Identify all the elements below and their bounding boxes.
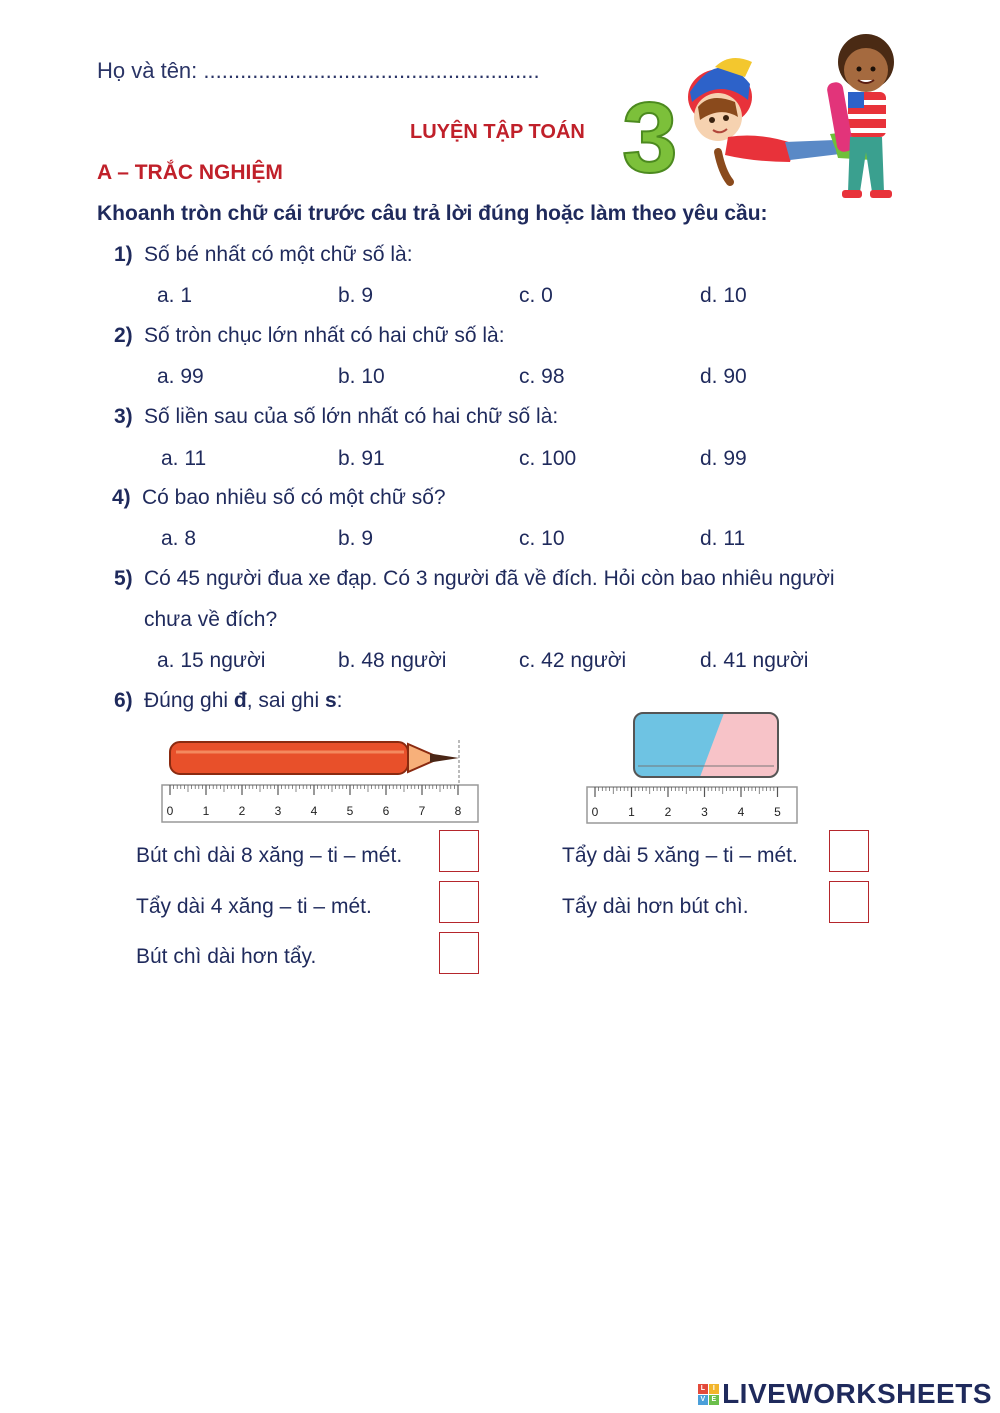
q5-option-c[interactable]: c. 42 người [519, 649, 627, 672]
pencil-ruler-figure [160, 735, 485, 827]
eraser [634, 713, 778, 777]
question-number: 3) [114, 405, 133, 428]
logo-letter-l: L [698, 1384, 708, 1394]
ruler-label: 1 [202, 804, 210, 818]
pencil [170, 742, 459, 774]
ruler-label: 7 [418, 804, 426, 818]
statement-eraser-5cm: Tẩy dài 5 xăng – ti – mét. [562, 844, 798, 867]
question-number: 5) [114, 567, 133, 590]
section-title: A – TRẮC NGHIỆM [97, 161, 283, 184]
q5-option-d[interactable]: d. 41 người [700, 649, 809, 672]
ruler-label: 5 [346, 804, 354, 818]
answer-box-eraser-4cm[interactable] [439, 881, 479, 923]
q1-option-c[interactable]: c. 0 [519, 284, 553, 307]
brand-text: LIVEWORKSHEETS [722, 1378, 992, 1409]
ruler-label: 3 [274, 804, 282, 818]
section-instruction: Khoanh tròn chữ cái trước câu trả lời đúng hoặc làm theo yêu cầu: [97, 202, 768, 225]
ruler-label: 4 [310, 804, 318, 818]
question-5 [114, 567, 835, 591]
q3-option-b[interactable]: b. 91 [338, 447, 385, 470]
question-text: Số liền sau của số lớn nhất có hai chữ số là: [144, 405, 559, 428]
ruler-label: 1 [628, 805, 635, 819]
q1-option-d[interactable]: d. 10 [700, 284, 747, 307]
q3-option-d[interactable]: d. 99 [700, 447, 747, 470]
kids-illustration [620, 22, 920, 212]
true-mark: đ [233, 689, 247, 712]
q2-option-c[interactable]: c. 98 [519, 365, 565, 388]
name-field-label: Họ và tên: ....................................................... [97, 58, 540, 83]
statement-pencil-longer: Bút chì dài hơn tẩy. [136, 945, 317, 968]
statement-pencil-8cm: Bút chì dài 8 xăng – ti – mét. [136, 844, 403, 867]
ruler-label: 0 [591, 805, 599, 819]
question-text-b: , sai ghi [246, 689, 325, 712]
statement-eraser-longer: Tẩy dài hơn bút chì. [562, 895, 749, 918]
false-mark: s [324, 689, 337, 712]
q1-option-a[interactable]: a. 1 [157, 284, 193, 307]
q2-option-b[interactable]: b. 10 [338, 365, 385, 388]
question-text: Có 45 người đua xe đạp. Có 3 người đã về đích. Hỏi còn bao nhiêu người [144, 567, 835, 590]
ruler-label: 5 [774, 805, 781, 819]
ruler-label: 0 [166, 804, 174, 818]
q3-option-a[interactable]: a. 11 [161, 447, 207, 470]
q4-option-d[interactable]: d. 11 [700, 527, 746, 550]
liveworksheets-logo-icon [698, 1384, 719, 1405]
eraser-ruler [587, 787, 797, 823]
statement-eraser-4cm: Tẩy dài 4 xăng – ti – mét. [136, 895, 372, 918]
question-text-a: Đúng ghi [144, 689, 234, 712]
q4-option-b[interactable]: b. 9 [338, 527, 374, 550]
question-2 [114, 324, 505, 348]
q2-option-a[interactable]: a. 99 [157, 365, 204, 388]
pencil-ruler [162, 785, 478, 822]
question-number: 2) [114, 324, 133, 347]
answer-box-pencil-longer[interactable] [439, 932, 479, 974]
q1-option-b[interactable]: b. 9 [338, 284, 374, 307]
ruler-label: 8 [454, 804, 462, 818]
question-4 [112, 486, 446, 510]
ruler-label: 6 [382, 804, 390, 818]
liveworksheets-brand [698, 1378, 992, 1410]
logo-letter-v: V [698, 1395, 708, 1405]
answer-box-eraser-longer[interactable] [829, 881, 869, 923]
question-text: Số bé nhất có một chữ số là: [144, 243, 413, 266]
svg-text:3: 3 [622, 82, 678, 194]
question-text-c: : [336, 689, 343, 712]
question-5-continued: chưa về đích? [144, 608, 278, 631]
ruler-label: 2 [664, 805, 672, 819]
logo-letter-e: E [709, 1395, 719, 1405]
answer-box-pencil-8cm[interactable] [439, 830, 479, 872]
q3-option-c[interactable]: c. 100 [519, 447, 577, 470]
logo-letter-i: I [709, 1384, 719, 1394]
question-number: 6) [114, 689, 133, 712]
q5-option-b[interactable]: b. 48 người [338, 649, 447, 672]
question-number: 1) [114, 243, 133, 266]
question-6 [114, 689, 342, 713]
eraser-ruler-figure [584, 708, 802, 828]
question-number: 4) [112, 486, 131, 509]
answer-box-eraser-5cm[interactable] [829, 830, 869, 872]
q4-option-c[interactable]: c. 10 [519, 527, 565, 550]
worksheet-title: LUYỆN TẬP TOÁN [410, 121, 585, 143]
ruler-label: 3 [701, 805, 708, 819]
question-text: Số tròn chục lớn nhất có hai chữ số là: [144, 324, 505, 347]
q4-option-a[interactable]: a. 8 [161, 527, 197, 550]
ruler-label: 4 [737, 805, 745, 819]
question-text: Có bao nhiêu số có một chữ số? [142, 486, 446, 509]
q2-option-d[interactable]: d. 90 [700, 365, 747, 388]
q5-option-a[interactable]: a. 15 người [157, 649, 266, 672]
question-1 [114, 243, 413, 267]
ruler-label: 2 [238, 804, 246, 818]
question-3 [114, 405, 558, 429]
